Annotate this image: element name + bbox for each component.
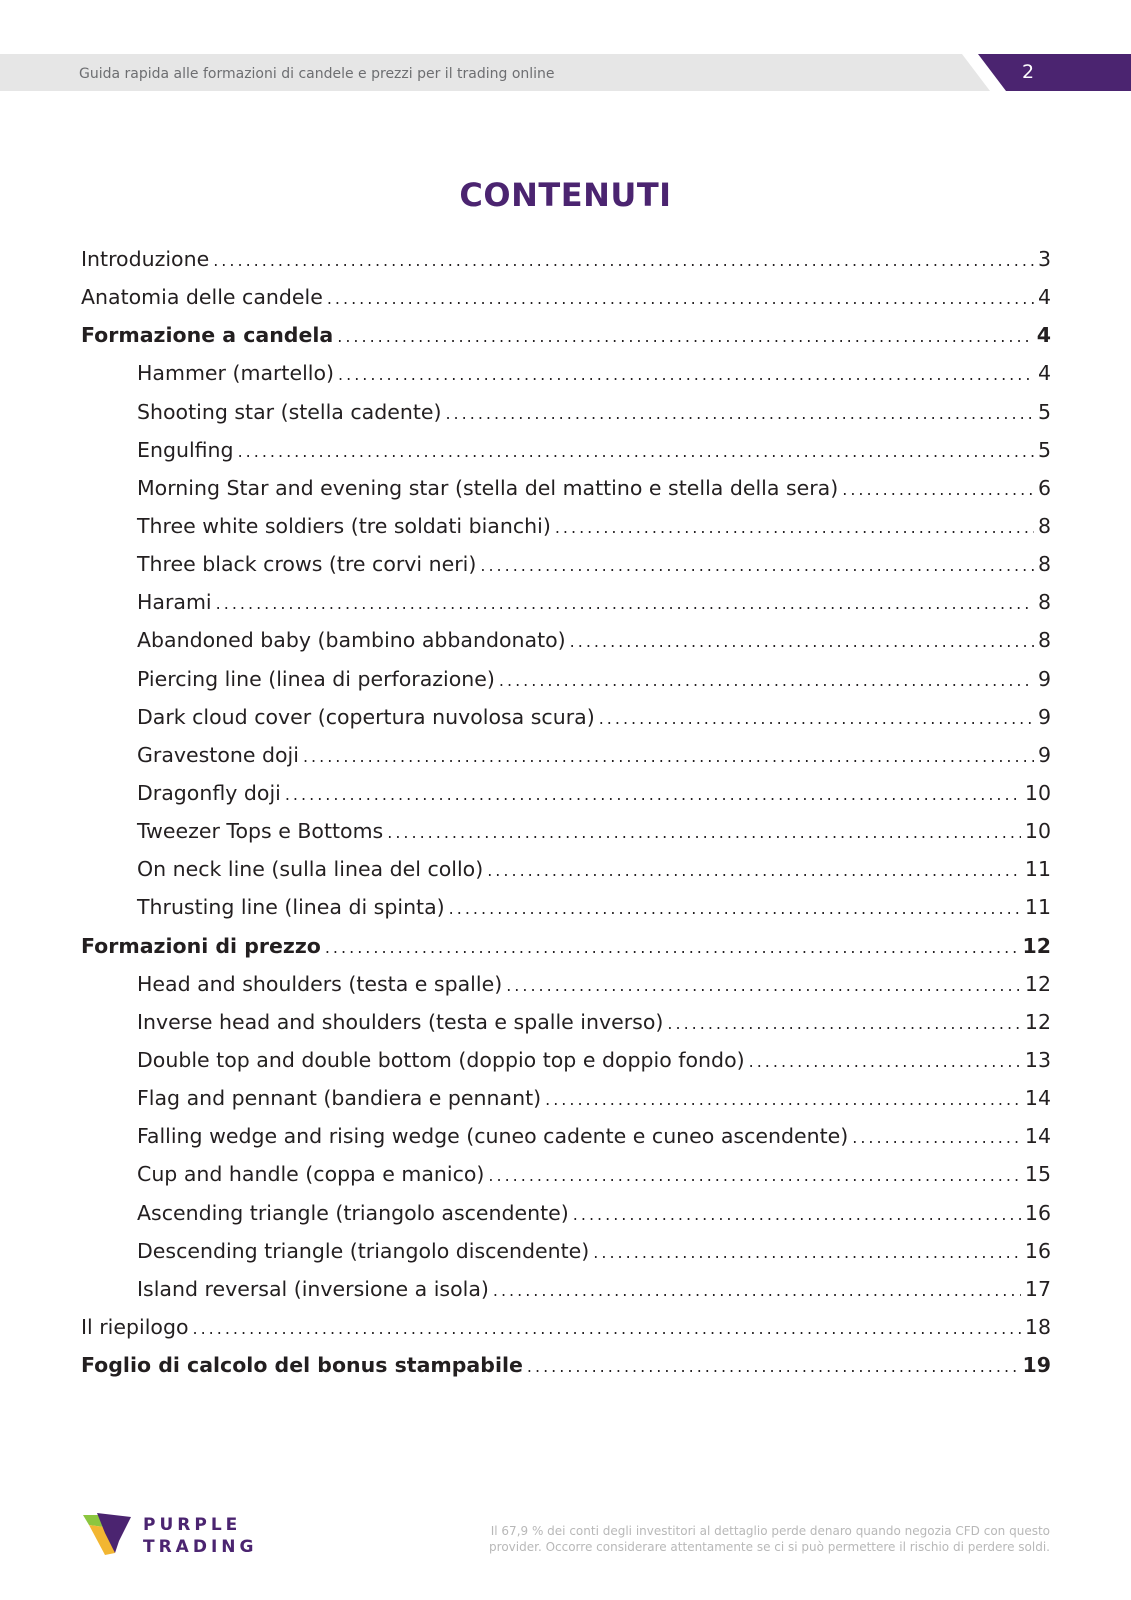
toc-entry[interactable] [81,698,1051,736]
toc-entry-label: Tweezer Tops e Bottoms [137,819,384,844]
toc-entry-page: 14 [1024,1124,1051,1149]
toc-entry-page: 19 [1022,1353,1051,1378]
toc-entry-page: 4 [1036,323,1051,348]
toc-dot-leader [337,318,1033,356]
logo-wordmark [143,1514,257,1558]
logo-line-2: TRADING [143,1537,258,1557]
toc-entry[interactable] [81,278,1051,316]
toc-entry-page: 5 [1037,399,1051,424]
toc-entry-label: Dark cloud cover (copertura nuvolosa scura) [137,704,595,729]
toc-entry-page: 8 [1037,552,1051,577]
toc-dot-leader [193,1310,1021,1348]
toc-entry-label: Morning Star and evening star (stella del mattino e stella della sera) [137,475,839,500]
toc-dot-leader [487,852,1021,890]
toc-entry-label: Falling wedge and rising wedge (cuneo cadente e cuneo ascendente) [137,1124,849,1149]
toc-entry-label: Formazione a candela [81,323,334,348]
toc-entry-label: Three black crows (tre corvi neri) [137,552,477,577]
toc-entry[interactable] [81,1232,1051,1270]
toc-entry-page: 11 [1024,895,1051,920]
toc-entry-page: 9 [1037,666,1051,691]
toc-dot-leader [213,242,1034,280]
toc-entry[interactable] [81,1270,1051,1308]
toc-entry-label: Abandoned baby (bambino abbandonato) [137,628,566,653]
toc-entry[interactable] [81,888,1051,926]
toc-dot-leader [238,433,1034,471]
toc-dot-leader [749,1043,1021,1081]
toc-dot-leader [506,967,1021,1005]
toc-entry[interactable] [81,927,1051,965]
toc-entry[interactable] [81,812,1051,850]
toc-entry-label: On neck line (sulla linea del collo) [137,857,484,882]
toc-entry-label: Il riepilogo [81,1314,189,1339]
toc-entry[interactable] [81,621,1051,659]
toc-entry[interactable] [81,1117,1051,1155]
toc-entry-page: 9 [1037,742,1051,767]
toc-dot-leader [445,395,1033,433]
toc-dot-leader [593,1234,1021,1272]
toc-entry[interactable] [81,965,1051,1003]
toc-dot-leader [667,1005,1021,1043]
toc-dot-leader [216,585,1034,623]
toc-entry[interactable] [81,507,1051,545]
toc-dot-leader [555,509,1034,547]
toc-entry[interactable] [81,545,1051,583]
toc-entry-label: Piercing line (linea di perforazione) [137,666,495,691]
disclaimer-line-1: Il 67,9 % dei conti degli investitori al dettaglio perde denaro quando negozia CFD con questo [490,1524,1050,1538]
toc-entry-page: 10 [1024,780,1051,805]
toc-entry-label: Engulfing [137,437,234,462]
toc-entry[interactable] [81,1155,1051,1193]
toc-entry-page: 14 [1024,1086,1051,1111]
toc-entry-label: Gravestone doji [137,742,299,767]
toc-entry-label: Formazioni di prezzo [81,933,321,958]
toc-entry-page: 12 [1024,971,1051,996]
toc-entry[interactable] [81,1308,1051,1346]
toc-dot-leader [527,1348,1019,1386]
toc-entry[interactable] [81,393,1051,431]
toc-entry-label: Hammer (martello) [137,361,335,386]
toc-dot-leader [387,814,1021,852]
logo-line-1: PURPLE [143,1515,242,1535]
toc-heading: CONTENUTI [459,176,672,214]
toc-dot-leader [570,623,1034,661]
toc-entry-page: 3 [1037,247,1051,271]
toc-entry-label: Cup and handle (coppa e manico) [137,1162,485,1187]
toc-dot-leader [327,280,1034,318]
toc-dot-leader [449,890,1021,928]
toc-entry-page: 17 [1024,1276,1051,1301]
toc-entry-page: 15 [1024,1162,1051,1187]
toc-entry-page: 5 [1037,437,1051,462]
toc-entry[interactable] [81,316,1051,354]
toc-entry-label: Double top and double bottom (doppio top e doppio fondo) [137,1047,745,1072]
toc-entry[interactable] [81,583,1051,621]
toc-entry-page: 6 [1037,475,1051,500]
toc-entry-page: 12 [1022,933,1051,958]
toc-dot-leader [325,929,1019,967]
toc-dot-leader [599,700,1034,738]
toc-entry-page: 11 [1024,857,1051,882]
toc-entry[interactable] [81,1346,1051,1384]
toc-entry-label: Three white soldiers (tre soldati bianchi) [137,513,551,538]
toc-dot-leader [488,1157,1021,1195]
page-number: 2 [1022,61,1035,83]
document-title: Guida rapida alle formazioni di candele e prezzi per il trading online [79,66,555,82]
toc-entry[interactable] [81,431,1051,469]
toc-dot-leader [303,738,1034,776]
toc-entry-page: 12 [1024,1009,1051,1034]
toc-entry-label: Thrusting line (linea di spinta) [137,895,445,920]
toc-entry-page: 16 [1024,1238,1051,1263]
toc-entry-label: Flag and pennant (bandiera e pennant) [137,1086,542,1111]
toc-dot-leader [842,471,1034,509]
toc-entry[interactable] [81,736,1051,774]
risk-disclaimer [420,1523,1050,1555]
toc-entry[interactable] [81,240,1051,278]
disclaimer-line-2: provider. Occorre considerare attentamente se ci si può permettere il rischio di perdere soldi. [489,1540,1050,1554]
toc-dot-leader [480,547,1034,585]
toc-entry-label: Anatomia delle candele [81,285,323,310]
toc-dot-leader [338,356,1034,394]
toc-entry[interactable] [81,660,1051,698]
toc-entry[interactable] [81,1194,1051,1232]
toc-entry-page: 8 [1037,590,1051,615]
toc-dot-leader [852,1119,1021,1157]
toc-entry-label: Harami [137,590,212,615]
toc-entry-label: Dragonfly doji [137,780,281,805]
toc-entry-label: Descending triangle (triangolo discendente) [137,1238,590,1263]
purple-trading-logo-icon [83,1513,133,1555]
toc-entry-label: Shooting star (stella cadente) [137,399,442,424]
toc-dot-leader [545,1081,1021,1119]
toc-entry[interactable] [81,1079,1051,1117]
toc-entry-label: Foglio di calcolo del bonus stampabile [81,1353,523,1378]
toc-entry-page: 13 [1024,1047,1051,1072]
toc-entry[interactable] [81,774,1051,812]
toc-entry-label: Island reversal (inversione a isola) [137,1276,489,1301]
toc-dot-leader [499,662,1034,700]
toc-entry-label: Inverse head and shoulders (testa e spalle inverso) [137,1009,664,1034]
toc-entry-label: Ascending triangle (triangolo ascendente) [137,1200,569,1225]
toc-entry-page: 10 [1024,819,1051,844]
toc-entry-page: 9 [1037,704,1051,729]
page-number-tab [978,54,1131,91]
toc-entry-label: Head and shoulders (testa e spalle) [137,971,503,996]
table-of-contents [81,240,1051,1384]
toc-entry[interactable] [81,1041,1051,1079]
toc-entry-page: 4 [1037,285,1051,310]
toc-dot-leader [493,1272,1021,1310]
toc-entry[interactable] [81,354,1051,392]
toc-entry-page: 16 [1024,1200,1051,1225]
toc-dot-leader [573,1196,1021,1234]
toc-entry[interactable] [81,850,1051,888]
toc-entry-page: 4 [1037,361,1051,386]
toc-entry-page: 8 [1037,628,1051,653]
toc-entry[interactable] [81,1003,1051,1041]
toc-dot-leader [285,776,1021,814]
toc-entry-page: 8 [1037,513,1051,538]
toc-entry[interactable] [81,469,1051,507]
toc-entry-page: 18 [1024,1314,1051,1339]
toc-entry-label: Introduzione [81,247,210,271]
